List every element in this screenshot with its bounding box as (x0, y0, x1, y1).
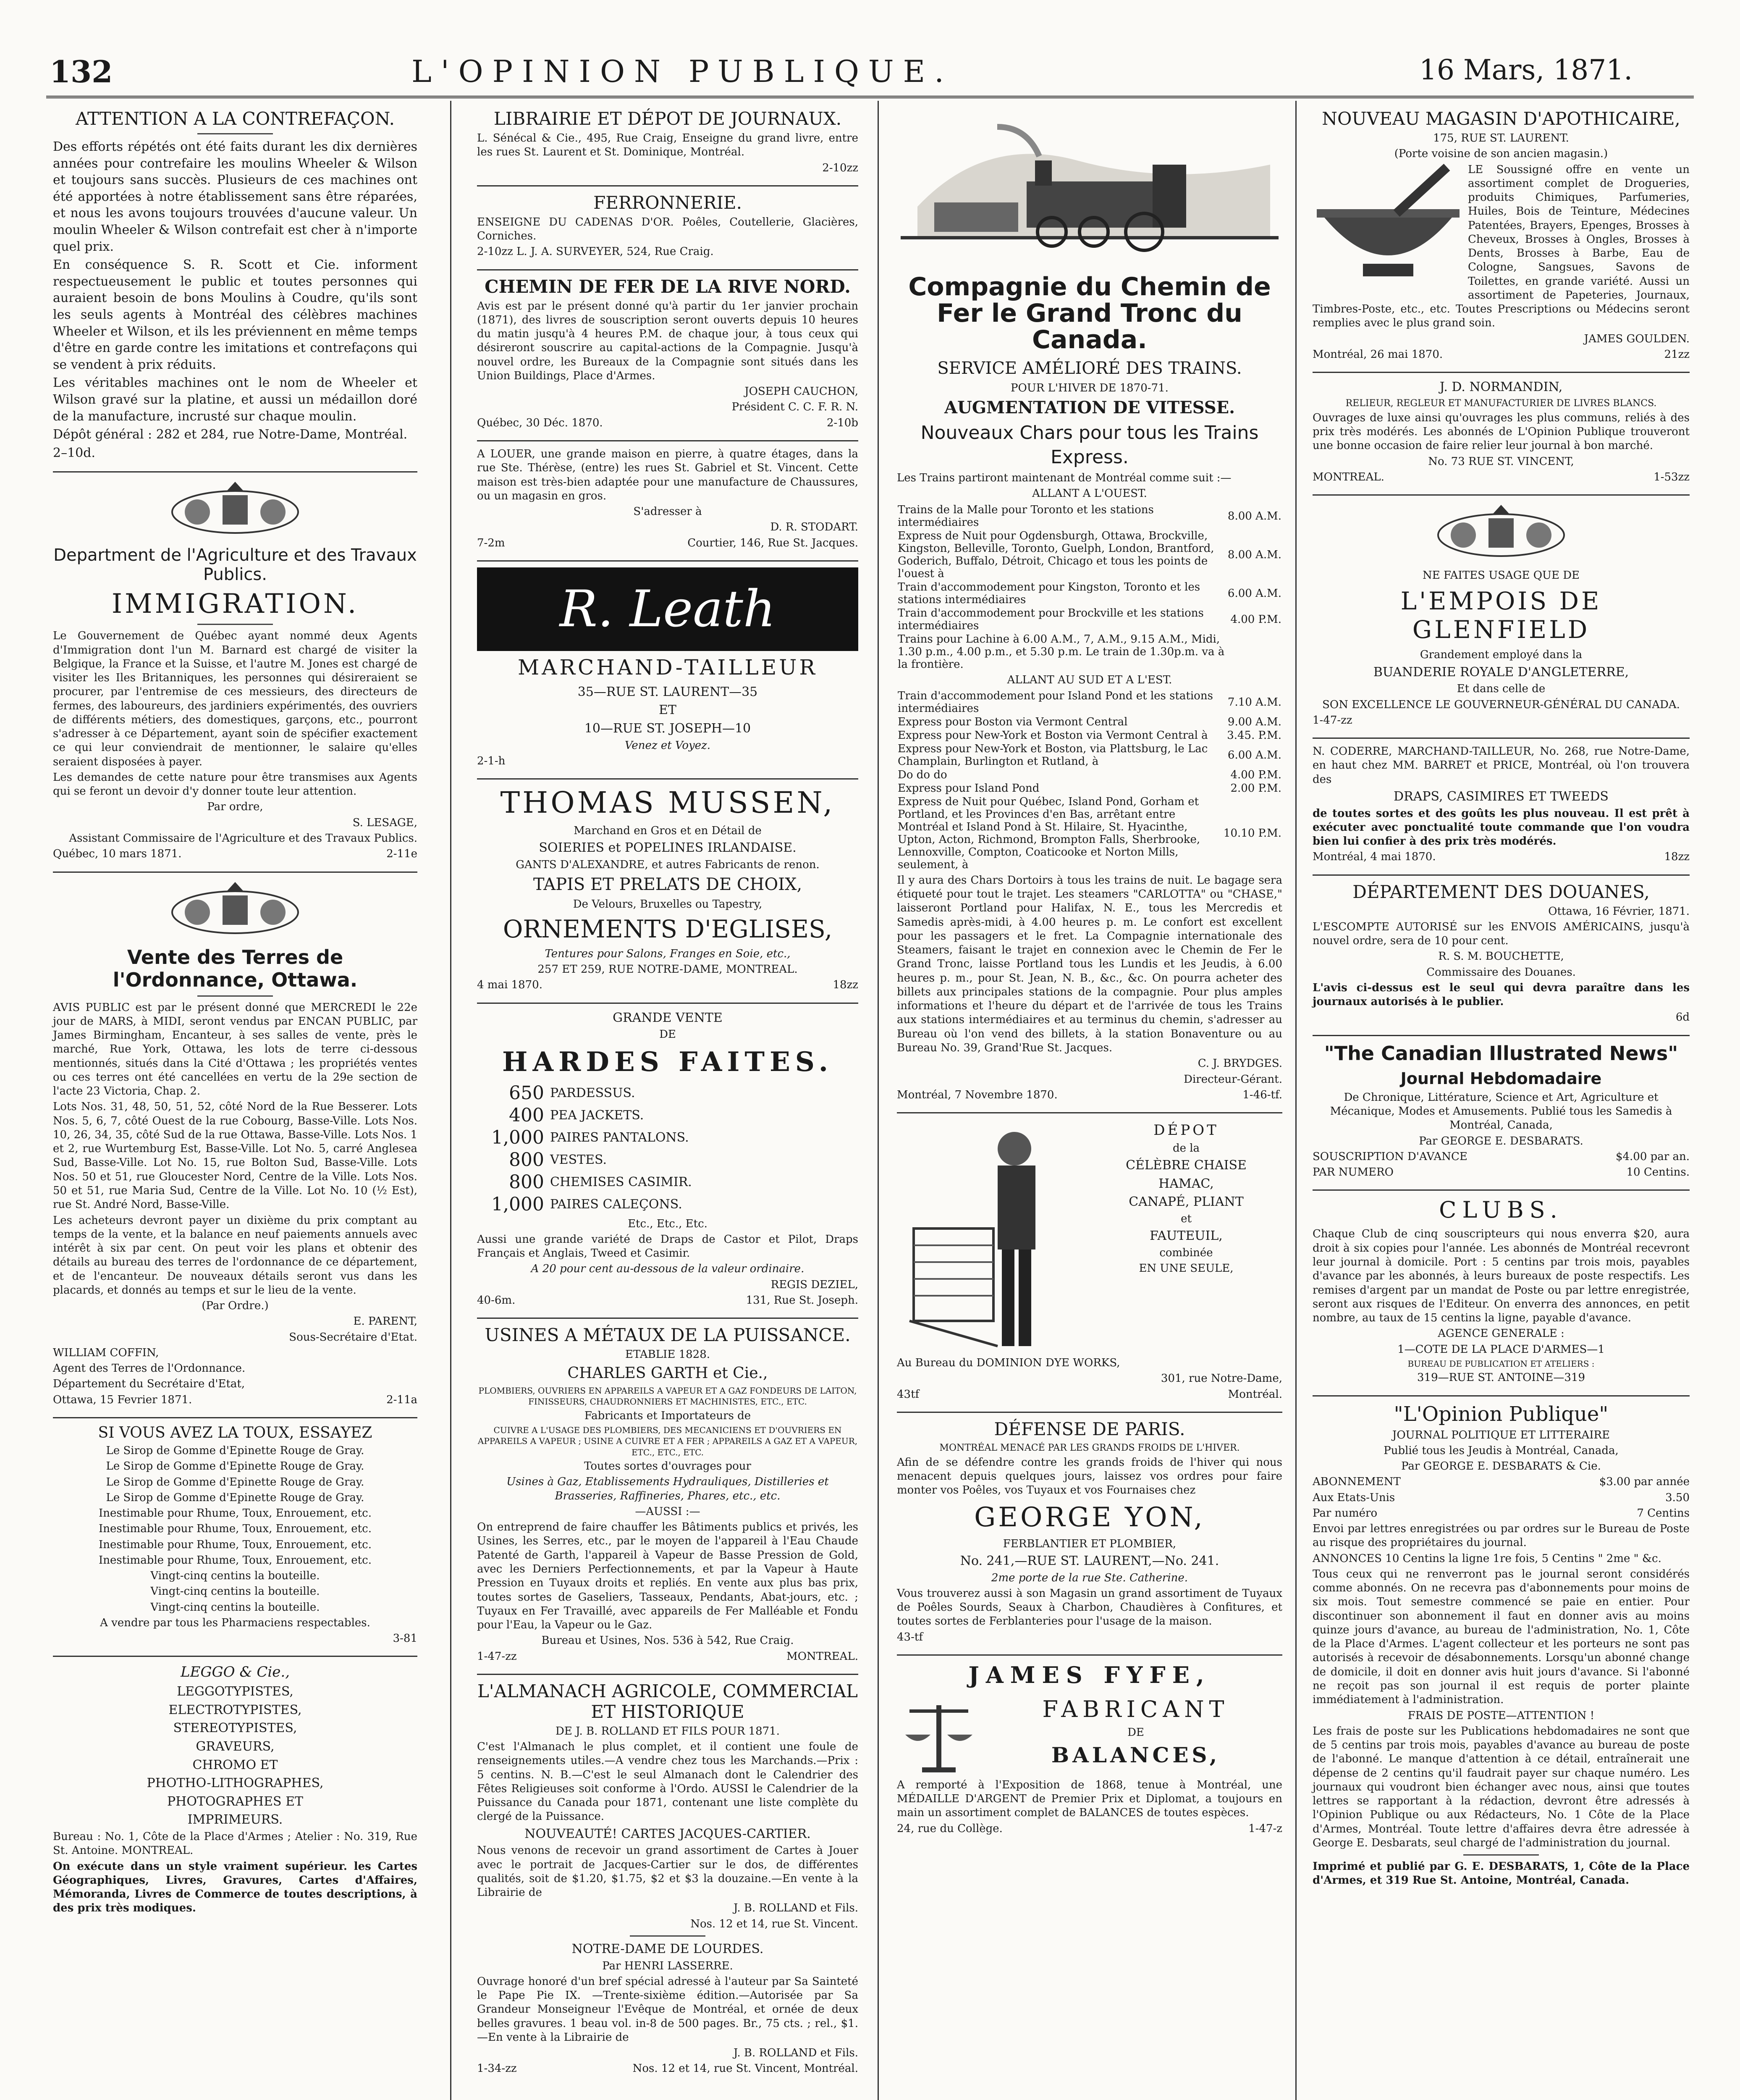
divider (477, 269, 858, 270)
signer-role: Président C. C. F. R. N. (731, 401, 858, 414)
place-date: 4 mai 1870. 18zz (477, 979, 858, 992)
ad-line: Inestimable pour Rhume, Toux, Enrouement, etc. (99, 1507, 372, 1520)
ad-title: HARDES FAITES. (502, 1046, 833, 1078)
signer: J. B. ROLLAND et Fils. (733, 1902, 858, 1915)
ad-line: SON EXCELLENCE LE GOUVERNEUR-GÉNÉRAL DU CANADA. (1322, 698, 1680, 711)
company-name: CHARLES GARTH et Cie., (567, 1365, 768, 1382)
ad-title: Compagnie du Chemin de Fer le Grand Tronc du Canada. (908, 272, 1271, 354)
ad-subtitle: SERVICE AMÉLIORÉ DES TRAINS. (937, 359, 1242, 378)
divider (53, 471, 417, 472)
signer: JOSEPH CAUCHON, (744, 385, 858, 398)
address: 1—COTE DE LA PLACE D'ARMES—1 (1397, 1343, 1605, 1356)
address: Bureau : No. 1, Côte de la Place d'Armes ; Atelier : No. 319, Rue St. Antoine. MONTREAL. (53, 1830, 417, 1857)
paragraph: de toutes sortes et des goûts les plus nouveau. Il est prêt à exécuter avec ponctualité toute commande que l'on voudra bien lui confier à des prix très modérés. (1313, 807, 1690, 848)
table-row: Express de Nuit pour Québec, Island Pond, Gorham et Portland, et les Provinces d'en Bas, arrêtant entre Montréal et Island Pond à St. Hilaire, St. Hyacinthe, Upton, Acton, Richmond, Brompton Falls, Sherbrooke, Lennoxville, Compton, Coaticooke et Norton Mills, seulement, à 10.10 P.M. (898, 795, 1281, 871)
address: Bureau et Usines, Nos. 536 à 542, Rue Craig. (541, 1634, 794, 1647)
ad-subtitle: DRAPS, CASIMIRES ET TWEEDS (1394, 789, 1609, 804)
ad-leggo (53, 1663, 417, 1915)
ad-canadian-illustrated-news (1313, 1042, 1690, 1180)
signer-role: Commissaire des Douanes. (1426, 966, 1576, 979)
paragraph: Les frais de poste sur les Publications hebdomadaires ne sont que de 5 centins par trois mois, payables d'avance au bureau de poste de l'abonné. Le manque d'attention à ce détail, entraînerait une dépense de 2 centins qu'il faudrait payer sur chaque numéro. Les journaux qui voudront bien échanger avec nous, ainsi que toutes lettres se rapportant à la rédaction, devront être adressés à l'Opinion Publique ou aux Rédacteurs, No. 1 Côte de la Place d'Armes, Montréal. Toute lettre d'affaires devra être adressée à George E. Desbarats, seul chargé de l'administration du journal. (1313, 1725, 1690, 1849)
ad-subtitle: MONTRÉAL MENACÉ PAR LES GRANDS FROIDS DE L'HIVER. (939, 1442, 1240, 1453)
divider (897, 1654, 1282, 1656)
ad-title: GEORGE YON, (974, 1502, 1205, 1533)
divider (630, 1935, 705, 1937)
ad-line: CÉLÈBRE CHAISE (1126, 1158, 1247, 1173)
divider (53, 1417, 417, 1418)
paragraph: Les Trains partiront maintenant de Montréal comme suit :— (897, 472, 1232, 485)
royal-arms-emblem (147, 879, 323, 942)
divider (197, 624, 273, 625)
ad-line: Le Sirop de Gomme d'Epinette Rouge de Gray. (106, 1475, 364, 1488)
ad-line: DE J. B. ROLLAND ET FILS POUR 1871. (556, 1725, 780, 1738)
column-3 (890, 106, 1289, 2100)
place-date: Ottawa, 15 Fevrier 1871. 2-11a (53, 1393, 417, 1406)
ad-leath-tailleur (477, 567, 858, 768)
by-order: (Par Ordre.) (202, 1299, 269, 1312)
ad-line: Par GEORGE E. DESBARATS. (1419, 1134, 1583, 1147)
signer: WILLIAM COFFIN, (53, 1346, 159, 1359)
divider (477, 1003, 858, 1004)
ad-line: —AUSSI :— (635, 1505, 700, 1518)
ad-usines-metaux (477, 1325, 858, 1664)
ad-line: GRAVEURS, (196, 1739, 275, 1754)
paragraph: Afin de se défendre contre les grands froids de l'hiver qui nous menacent depuis quelques jours, laissez vos ordres pour faire monter vos Poêles, vos Tuyaux et vos Fournaises chez (897, 1456, 1282, 1497)
section-title: ALLANT AU SUD ET A L'EST. (1007, 673, 1172, 686)
ad-line: LEGGOTYPISTES, (177, 1684, 293, 1699)
place-date: Québec, 10 mars 1871. 2-11e (53, 848, 417, 861)
subscription-line: SOUSCRIPTION D'AVANCE $4.00 par an. (1313, 1150, 1690, 1163)
paragraph: Aussi une grande variété de Draps de Castor et Pilot, Draps Français et Anglais, Tweed et Casimir. (477, 1233, 858, 1260)
ad-line: POUR L'HIVER DE 1870-71. (1011, 381, 1169, 394)
ad-coderre (1313, 745, 1690, 864)
divider (477, 560, 858, 562)
ad-line: Vingt-cinq centins la bouteille. (150, 1601, 320, 1614)
subscription-line: PAR NUMERO 10 Centins. (1313, 1166, 1690, 1179)
ad-line: FABRICANT (1042, 1696, 1229, 1722)
mortar-pestle-icon (1313, 163, 1464, 289)
ad-line: Et dans celle de (1457, 682, 1546, 696)
ad-subtitle: NOTRE-DAME DE LOURDES. (571, 1941, 764, 1956)
ad-footer: 2-10zz L. J. A. SURVEYER, 524, Rue Craig. (477, 245, 714, 258)
table-row: Train d'accommodement pour Kingston, Toronto et les stations intermédiaires 6.00 A.M. (898, 580, 1281, 606)
ad-almanach (477, 1681, 858, 2076)
ad-chaise-hamac (897, 1119, 1282, 1402)
ad-ref: 43-tf (897, 1630, 923, 1643)
ad-thomas-mussen (477, 785, 858, 992)
ad-title: "The Canadian Illustrated News" (1324, 1042, 1678, 1065)
table-row: 1,000 PAIRES PANTALONS. (491, 1126, 689, 1148)
ad-line: Etc., Etc., Etc. (628, 1217, 708, 1230)
place-date: 1-34-zz Nos. 12 et 14, rue St. Vincent, Montréal. (477, 2062, 858, 2075)
place-date: 7-2m Courtier, 146, Rue St. Jacques. (477, 536, 858, 549)
divider (477, 1318, 858, 1319)
ad-james-fyfe (897, 1662, 1282, 1836)
ad-line: PHOTOGRAPHES ET (167, 1794, 303, 1809)
ad-ferronnerie (477, 192, 858, 259)
divider (197, 995, 273, 997)
paragraph: On entreprend de faire chauffer les Bâtiments publics et privés, les Usines, les Serres, etc., par le moyen de l'appareil à l'Eau Chaude Patenté de Garth, l'appareil à Vapeur de Basse Pression de Gold, avec les Derniers Perfectionnements, et par la Vapeur à Haute Pression en Tuyaux droits et repliés. En vente aux plus bas prix, toutes sortes de Gaseliers, Tasseaux, Pendants, Abat-jours, etc. ; Tuyaux en Fer Travaillé, avec appareils de Fer Malléable et Fondu pour l'Eau, la Vapeur ou le Gaz. (477, 1521, 858, 1632)
paragraph: A remporté à l'Exposition de 1868, tenue à Montréal, une MÉDAILLE D'ARGENT de Premier Prix et Diplomat, a toujours en main un assortiment complet de BALANCES de toutes espèces. (897, 1778, 1282, 1819)
table-row: Express pour Island Pond 2.00 P.M. (898, 782, 1281, 795)
ad-normandin (1313, 379, 1690, 484)
ad-subtitle: NOUVEAUTÉ! CARTES JACQUES-CARTIER. (524, 1826, 811, 1841)
ad-ref: 1-47-zz (1313, 714, 1352, 727)
ad-line: Vingt-cinq centins la bouteille. (150, 1585, 320, 1598)
ad-line: CHROMO ET (192, 1757, 278, 1772)
table-row: Trains de la Malle pour Toronto et les stations intermédiaires 8.00 A.M. (898, 503, 1281, 529)
column-2 (470, 106, 865, 2100)
ad-title: USINES A MÉTAUX DE LA PUISSANCE. (485, 1325, 851, 1346)
address: No. 73 RUE ST. VINCENT, (1428, 455, 1574, 468)
ad-line: IMPRIMEURS. (187, 1812, 283, 1827)
signature-banner: R. Leath (477, 567, 858, 651)
dept-line: Département du Secrétaire d'Etat, (53, 1378, 245, 1391)
ad-line: STEREOTYPISTES, (173, 1721, 297, 1736)
place-date: 43tf Montréal. (897, 1388, 1282, 1401)
section-title: ALLANT A L'OUEST. (1032, 487, 1147, 500)
timetable-south (897, 689, 1282, 872)
place-date: 24, rue du Collège. 1-47-z (897, 1822, 1282, 1835)
divider (53, 1656, 417, 1657)
place-date: Montréal, 7 Novembre 1870. 1-46-tf. (897, 1088, 1282, 1101)
ad-line: Le Sirop de Gomme d'Epinette Rouge de Gray. (106, 1460, 364, 1473)
ad-line: BUANDERIE ROYALE D'ANGLETERRE, (1373, 664, 1629, 680)
place-date: 1-47-zz MONTREAL. (477, 1650, 858, 1663)
ad-librairie (477, 108, 858, 175)
paragraph: Ouvrages de luxe ainsi qu'ouvrages les plus communs, reliés à des prix très modérés. Les abonnés de L'Opinion Publique trouveront une bonne occasion de faire relier leur journal à bon marché. (1313, 411, 1690, 452)
paragraph: Envoi par lettres enregistrées ou par ordres sur le Bureau de Poste au risque des propriétaires du journal. (1313, 1522, 1690, 1549)
ad-line: Par GEORGE E. DESBARATS & Cie. (1401, 1460, 1601, 1473)
masthead-title: L'OPINION PUBLIQUE. (411, 54, 954, 89)
table-row: Express pour New-York et Boston via Vermont Central à 3.45. P.M. (898, 729, 1281, 742)
ad-line: EN UNE SEULE, (1139, 1262, 1234, 1275)
goods-table (477, 1082, 858, 1215)
divider (897, 1412, 1282, 1413)
paragraph: Chaque Club de cinq souscripteurs qui nous enverra $20, aura droit à six copies pour l'année. Les abonnés de Montréal recevront leur journal à domicile. Port : 5 centins par trois mois, payables d'avance par les abonnés, à leurs bureaux de poste respectifs. Les remises d'argent par un mandat de Poste ou par lettre enregistrée, seront aux risques de l'Editeur. On enverra des annonces, en petit nombre, au taux de 15 centins la ligne, payable d'avance. (1313, 1228, 1690, 1325)
ad-line: Publié tous les Jeudis à Montréal, Canada, (1384, 1444, 1619, 1457)
signer-role: Assistant Commissaire de l'Agriculture et des Travaux Publics. (69, 832, 417, 845)
address: 35—RUE ST. LAURENT—35 (577, 684, 758, 699)
paragraph: C'est l'Almanach le plus complet, et il contient une foule de renseignements utiles.—A vendre chez tous les Marchands.—Prix : 5 centins. N. B.—C'est le seul Almanach dont le Calendrier des Fêtes Religieuses soit conforme à l'Ordo. AUSSI le Calendrier de la Puissance du Canada pour 1871, contenant une liste complète du clergé de la Puissance. (477, 1740, 858, 1823)
ad-title: NOUVEAU MAGASIN D'APOTHICAIRE, (1322, 108, 1680, 129)
divider (1313, 1395, 1690, 1396)
divider (477, 185, 858, 186)
ad-line: DE (1127, 1726, 1144, 1739)
ad-defense-paris (897, 1419, 1282, 1644)
ad-subtitle: JOURNAL POLITIQUE ET LITTERAIRE (1392, 1428, 1610, 1441)
paragraph: Les acheteurs devront payer un dixième du prix comptant au temps de la vente, et la balance en neuf paiements annuels avec intérêt à six par cent. On peut voir les plans et obtenir des détails au bureau des terres de l'ordonnance de ce département, et de l'encanteur. De nouveaux détails seront vus dans les placards, et donnés au temps et sur le lieu de la vente. (53, 1214, 417, 1297)
divider (897, 1112, 1282, 1113)
ad-opinion-publique (1313, 1402, 1690, 1888)
ad-line: Inestimable pour Rhume, Toux, Enrouement, etc. (99, 1554, 372, 1567)
ad-line: HAMAC, (1158, 1176, 1214, 1191)
ad-line: de la (1172, 1142, 1200, 1155)
ad-line: GANTS D'ALEXANDRE, et autres Fabricants de renon. (516, 858, 820, 872)
table-row: 400 PEA JACKETS. (509, 1104, 644, 1126)
ad-line: combinée (1159, 1246, 1213, 1259)
ad-title: THOMAS MUSSEN, (500, 785, 835, 820)
ad-line: RELIEUR, REGLEUR ET MANUFACTURIER DE LIVRES BLANCS. (1345, 398, 1657, 409)
column-4 (1306, 106, 1696, 2100)
table-row: 800 VESTES. (509, 1149, 607, 1171)
divider (1313, 1189, 1690, 1191)
place-date: 40-6m. 131, Rue St. Joseph. (477, 1294, 858, 1307)
ad-line: BUREAU DE PUBLICATION ET ATELIERS : (1407, 1358, 1595, 1369)
rate-line: ABONNEMENT $3.00 par année (1313, 1475, 1690, 1488)
signer-role: Directeur-Gérant. (1184, 1073, 1282, 1086)
ad-title: CLUBS. (1439, 1197, 1563, 1223)
ad-note: 2me porte de la rue Ste. Catherine. (991, 1571, 1188, 1584)
signer: D. R. STODART. (770, 521, 858, 534)
ad-subtitle: Nouveaux Chars pour tous les Trains Express. (920, 422, 1259, 468)
paragraph: AVIS PUBLIC est par le présent donné que MERCREDI le 22e jour de MARS, à MIDI, seront vendus par ENCAN PUBLIC, par James Birmingham, Encanteur, à ses salles de vente, près le marché, Rue York, Ottawa, les lots de terre ci-dessous mentionnés, situés dans la Cité d'Ottawa ; les propriétés ventes ou ces terres ont été cancellées en vertu de la 29e section de l'acte 23 Victoria, Chap. 2. (53, 1001, 417, 1098)
divider (1313, 874, 1690, 876)
paragraph: Des efforts répétés ont été faits durant les dix dernières années pour contrefaire les moulins Wheeler & Wilson et toujours sans succès. Plusieurs de ces machines ont été apportées à notre établissement sans être réparées, et nous les avons toujours trouvées d'aucune valeur. Un moulin Wheeler & Wilson contrefait est cher à n'importe quel prix. (53, 139, 417, 254)
ad-line: FERBLANTIER ET PLOMBIER, (1003, 1537, 1177, 1550)
ad-subtitle: AUGMENTATION DE VITESSE. (944, 398, 1235, 418)
ad-title: ATTENTION A LA CONTREFAÇON. (75, 108, 395, 129)
divider (1313, 372, 1690, 373)
paragraph: Nous venons de recevoir un grand assortiment de Cartes à Jouer avec le portrait de Jacques-Cartier sur le dos, de différentes qualités, soit de $1.20, $1.75, $2 et $3 la douzaine.—En vente à la Librairie de (477, 1844, 858, 1899)
address: Au Bureau du DOMINION DYE WORKS, (897, 1357, 1120, 1370)
table-row: Trains pour Lachine à 6.00 A.M., 7, A.M., 9.15 A.M., Midi, 1.30 p.m., 4.00 p.m., et 5.30 p.m. Le train de 1.30p.m. va à la frontière. (898, 633, 1225, 671)
ad-title: L'EMPOIS DE GLENFIELD (1400, 587, 1602, 644)
address: 301, rue Notre-Dame, (1161, 1372, 1282, 1385)
ad-line: ELECTROTYPISTES, (168, 1702, 302, 1717)
ad-line: Le Sirop de Gomme d'Epinette Rouge de Gray. (106, 1444, 364, 1457)
ad-pretitle: GRANDE VENTE (613, 1010, 723, 1025)
column-divider (450, 101, 451, 2100)
ad-title: CHEMIN DE FER DE LA RIVE NORD. (485, 276, 851, 297)
ad-title: JAMES FYFE, (968, 1661, 1211, 1688)
table-row: Express de Nuit pour Ogdensburgh, Ottawa, Brockville, Kingston, Belleville, Toronto, Guelph, London, Brantford, Goderich, Buffalo, Détroit, Chicago et tous les points de l'ouest à 8.00 A.M. (898, 529, 1281, 580)
divider (477, 778, 858, 780)
paragraph: En conséquence S. R. Scott et Cie. informent respectueusement le public et toutes personnes qui auraient besoin de bons Moulins à Coudre, qu'ils sont les seuls agents à Montréal des célèbres machines Wheeler et Wilson, et ils les préviennent en même temps d'être en garde contre les imitations et contrefaçons qui se vendent à prix réduits. (53, 257, 417, 372)
divider (53, 872, 417, 873)
paragraph: L. Sénécal & Cie., 495, Rue Craig, Enseigne du grand livre, entre les rues St. Laurent et St. Dominique, Montréal. (477, 132, 858, 159)
page-number: 132 (50, 54, 113, 89)
ad-immigration (53, 478, 417, 861)
ad-title: DÉFENSE DE PARIS. (994, 1418, 1185, 1439)
table-row: 650 PARDESSUS. (509, 1082, 635, 1104)
ad-line: SOIERIES et POPELINES IRLANDAISE. (539, 840, 797, 856)
signer: S. LESAGE, (352, 816, 417, 829)
table-row: Train d'accommodement pour Island Pond et les stations intermédiaires 7.10 A.M. (898, 689, 1281, 715)
divider (1463, 1854, 1539, 1856)
address: 257 ET 259, RUE NOTRE-DAME, MONTREAL. (537, 963, 798, 976)
royal-arms-emblem (1413, 501, 1589, 564)
ad-note: (Porte voisine de son ancien magasin.) (1394, 147, 1608, 160)
issue-date: 16 Mars, 1871. (1419, 54, 1633, 86)
paragraph: Il y aura des Chars Dortoirs à tous les trains de nuit. Le bagage sera étiqueté pour tout le trajet. Les steamers "CARLOTTA" ou "CHASE," laisseront Portland pour Halifax, N. E., tous les Mercredis et Samedis après-midi, à 4.00 heures p. m. Le confort est excellent pour les passagers et le fret. La Compagnie internationale des Steamers, faisant le trajet en connexion avec le Chemin de Fer le Grand Tronc, laisse Portland tous les Lundis et les Jeudis, à 6.00 heures p. m., pour St. Jean, N. B., &c., &c. On pourra acheter des billets aux principales stations de la compagnie. Pour plus amples informations et l'heure du départ et de l'arrivée de tous les Trains aux stations intermédiaires et au terminus du chemin, s'adresser au Bureau où l'on vend des billets, à la station Bonaventure ou au Bureau No. 39, Grand'Rue St. Jacques. (897, 874, 1282, 1054)
table-row: 1,000 PAIRES CALEÇONS. (491, 1193, 682, 1215)
ad-line: DÉPOT (1153, 1122, 1219, 1139)
paragraph: Tous ceux qui ne renverront pas le journal seront considérés comme abonnés. On ne recevra pas d'abonnements pour moins de six mois. Tout semestre commencé se paie en entier. Pour discontinuer son abonnement il faut en donner avis au moins quinze jours d'avance, au bureau de l'administration, No. 1, Côte de la Place d'Armes. L'agent collecteur et les porteurs ne sont pas autorisés à recevoir de désabonnements. Lorsqu'un abonné change de domicile, il doit en donner avis huit jours d'avance. Si l'abonné ne reçoit pas son journal il est requis de porter plainte immédiatement à l'administration. (1313, 1567, 1690, 1706)
ad-line: CANAPÉ, PLIANT (1129, 1194, 1244, 1210)
ad-line: CUIVRE A L'USAGE DES PLOMBIERS, DES MECANICIENS ET D'OUVRIERS EN APPAREILS A VAPEUR ; USINE A CUIVRE ET A FER ; APPAREILS A GAZ ET A VAPEUR, ETC., ETC., ETC. (477, 1425, 858, 1457)
masthead-rule (46, 96, 1694, 98)
ad-line: ET (659, 703, 676, 718)
ad-chemin-rive-nord (477, 276, 858, 430)
by-order: Par ordre, (207, 801, 263, 814)
divider (1313, 738, 1690, 739)
paragraph: Le Gouvernement de Québec ayant nommé deux Agents d'Immigration dont l'un M. Barnard est chargé de visiter la Belgique, la France et la Suisse, et l'autre M. Jones est chargé de visiter les Iles Britanniques, les personnes qui désireraient se procurer, par l'entremise de ces messieurs, des directeurs de fermes, des laboureurs, des jardiniers expérimentés, des ouvriers de différents métiers, des domestiques, garçons, etc., pourront s'adresser à ce Département, ayant soin de spécifier exactement ce qui leur conviendrait de mentionner, le salaire qu'elles seraient disposées à payer. (53, 630, 417, 768)
place-date: Montréal, 4 mai 1870. 18zz (1313, 850, 1690, 864)
rate-line: Aux Etats-Unis 3.50 (1313, 1491, 1690, 1504)
ad-line: PHOTHO-LITHOGRAPHES, (147, 1776, 324, 1791)
signer: R. S. M. BOUCHETTE, (1438, 950, 1564, 963)
ad-line: Inestimable pour Rhume, Toux, Enrouement, etc. (99, 1522, 372, 1536)
dept-heading: Department de l'Agriculture et des Travaux Publics. (53, 546, 417, 585)
ad-title: SI VOUS AVEZ LA TOUX, ESSAYEZ (98, 1424, 372, 1441)
signer-role: Agent des Terres de l'Ordonnance. (53, 1362, 246, 1375)
ad-footer: A vendre par tous les Pharmaciens respectables. (100, 1616, 370, 1629)
ad-title: MARCHAND-TAILLEUR (518, 655, 818, 680)
ad-vente-terres (53, 879, 417, 1407)
paragraph: Les véritables machines ont le nom de Wheeler et Wilson gravé sur la platine, et aussi un médaillon doré de la manufacture, incrusté sur chaque moulin. (53, 375, 417, 424)
ad-subtitle: FRAIS DE POSTE—ATTENTION ! (1407, 1709, 1595, 1722)
signer-role: Sous-Secrétaire d'Etat. (289, 1331, 417, 1344)
paragraph: ENSEIGNE DU CADENAS D'OR. Poêles, Coutellerie, Glacières, Corniches. (477, 215, 858, 243)
table-row: Express pour Boston via Vermont Central 9.00 A.M. (898, 715, 1281, 728)
paragraph: Dépôt général : 282 et 284, rue Notre-Dame, Montréal. (53, 427, 408, 442)
table-row: Do do do 4.00 P.M. (898, 768, 1281, 781)
ad-title: LIBRAIRIE ET DÉPOT DE JOURNAUX. (493, 108, 842, 129)
paragraph: On exécute dans un style vraiment supérieur. les Cartes Géographiques, Livres, Gravures, Cartes d'Affaires, Mémoranda, Livres de Commerce de toutes descriptions, à des prix très modiques. (53, 1860, 417, 1915)
ad-ref: 2-1-h (477, 754, 506, 767)
column-divider (1295, 101, 1297, 2100)
ad-line: S'adresser à (633, 505, 702, 518)
royal-arms-emblem (147, 478, 323, 541)
column-divider (878, 101, 879, 2100)
divider (197, 133, 273, 134)
divider (477, 1674, 858, 1675)
place-date: MONTREAL. 1-53zz (1313, 470, 1690, 483)
ad-line: DE (659, 1028, 676, 1041)
ad-contrefacon (53, 108, 417, 461)
divider (1313, 494, 1690, 496)
signer: E. PARENT, (353, 1315, 417, 1328)
ad-line: BALANCES, (1051, 1743, 1221, 1768)
signer: JAMES GOULDEN. (1584, 332, 1690, 345)
ad-line: Fabricants et Importateurs de (584, 1409, 751, 1422)
ad-title: L'ALMANACH AGRICOLE, COMMERCIAL ET HISTORIQUE (477, 1680, 858, 1722)
table-row: 800 CHEMISES CASIMIR. (509, 1171, 692, 1193)
address: Nos. 12 et 14, rue St. Vincent. (690, 1917, 858, 1930)
ad-title: J. D. NORMANDIN, (1439, 380, 1563, 395)
paragraph: N. CODERRE, MARCHAND-TAILLEUR, No. 268, rue Notre-Dame, en haut chez MM. BARRET et PRICE, Montréal, où l'on trouvera des (1313, 745, 1690, 786)
imprint: Imprimé et publié par G. E. DESBARATS, 1, Côte de la Place d'Armes, et 319 Rue St. Antoine, Montréal, Canada. (1313, 1860, 1690, 1887)
ad-ref: 3-81 (393, 1632, 417, 1645)
ad-line: FAUTEUIL, (1150, 1228, 1223, 1244)
timetable-west (897, 503, 1282, 672)
rate-line: ANNONCES 10 Centins la ligne 1re fois, 5 Centins " 2me " &c. (1313, 1552, 1661, 1565)
ad-hardes-faites (477, 1010, 858, 1307)
ad-sirop-gray (53, 1424, 417, 1646)
ad-line: Vingt-cinq centins la bouteille. (150, 1570, 320, 1583)
balance-scale-icon (897, 1693, 981, 1777)
column-1 (46, 106, 424, 2100)
paragraph: Les demandes de cette nature pour être transmises aux Agents qui se feront un devoir d'y donner toute leur attention. (53, 771, 417, 798)
paragraph: A LOUER, une grande maison en pierre, à quatre étages, dans la rue Ste. Thérèse, (entre) les rues St. Gabriel et St. Vincent. Cette maison est très-bien adaptée pour une manufacture de Chaussures, ou un magasin en gros. (477, 447, 858, 502)
address: No. 241,—RUE ST. LAURENT,—No. 241. (960, 1553, 1219, 1568)
ad-line: Usines à Gaz, Etablissements Hydrauliques, Distilleries et Brasseries, Raffineries, Phares, etc., etc. (506, 1475, 829, 1502)
divider (477, 440, 858, 441)
ad-note: A 20 pour cent au-dessous de la valeur ordinaire. (531, 1263, 804, 1276)
paragraph: Avis est par le présent donné qu'à partir du 1er janvier prochain (1871), des livres de souscription seront ouverts depuis 10 heures du matin jusqu'à 4 heures P.M. de chaque jour, à tous ceux qui désireront souscrire au capital-actions de la Compagnie. Jusqu'à nouvel ordre, les Bureaux de la Compagnie sont situés dans les Union Buildings, Place d'Armes. (477, 299, 858, 382)
ad-douanes (1313, 882, 1690, 1025)
ad-line: PLOMBIERS, OUVRIERS EN APPAREILS A VAPEUR ET A GAZ FONDEURS DE LAITON, FINISSEURS, CHAUDRONNIERS ET MACHINISTES, ETC., ETC. (478, 1385, 857, 1407)
man-with-chair-illustration (897, 1119, 1082, 1354)
paragraph: L'ESCOMPTE AUTORISÉ sur les ENVOIS AMÉRICAINS, jusqu'à nouvel ordre, sera de 10 pour cent. (1313, 920, 1690, 948)
rate-line: Par numéro 7 Centins (1313, 1507, 1690, 1520)
divider (1313, 1035, 1690, 1036)
slogan: Venez et Voyez. (624, 739, 711, 752)
ad-line: Tentures pour Salons, Franges en Soie, etc., (545, 947, 791, 960)
table-row: Express pour New-York et Boston, via Plattsburg, le Lac Champlain, Burlington et Rutland, à 6.00 A.M. (898, 742, 1281, 768)
ad-line: Le Sirop de Gomme d'Epinette Rouge de Gray. (106, 1491, 364, 1504)
ad-apothicaire (1313, 108, 1690, 362)
signer: C. J. BRYDGES. (1198, 1057, 1282, 1070)
ad-title: LEGGO & Cie., (180, 1664, 290, 1681)
ad-pretitle: NE FAITES USAGE QUE DE (1422, 569, 1580, 582)
ad-title: DÉPARTEMENT DES DOUANES, (1352, 881, 1650, 902)
ad-ref: 6d (1675, 1011, 1690, 1024)
paragraph: LE Soussigné offre en vente un assortiment complet de Drogueries, produits Chimiques, Parfumeries, Huiles, Bois de Teinture, Médecines Patentées, Brayers, Epenges, Brosses à Cheveux, Brosses à Ongles, Brosses à Dents, Brosses à Barbe, Eau de Cologne, Sangsues, Savons de Toilettes, en grande variété. Aussi un assortiment de Papeteries, Journaux, Timbres-Poste, etc., etc. Toutes Prescriptions ou Médecins seront remplies avec le plus grand soin. (1313, 163, 1690, 330)
place-date: Québec, 30 Déc. 1870. 2-10b (477, 416, 858, 429)
ad-line: AGENCE GENERALE : (1438, 1327, 1564, 1340)
ad-ref: 2–10d. (53, 445, 96, 460)
signer: REGIS DEZIEL, (770, 1278, 858, 1291)
ad-line: Toutes sortes d'ouvrages pour (584, 1460, 751, 1473)
address: 10—RUE ST. JOSEPH—10 (584, 721, 751, 736)
ad-note: L'avis ci-dessus est le seul qui devra paraître dans les journaux autorisés à le publier. (1313, 981, 1690, 1008)
ad-clubs (1313, 1197, 1690, 1385)
ad-line: Grandement employé dans la (1420, 648, 1583, 662)
ad-grand-tronc (897, 110, 1282, 1102)
ad-title: "L'Opinion Publique" (1394, 1402, 1609, 1426)
ad-line: Marchand en Gros et en Détail de (574, 824, 762, 837)
ad-line: Par HENRI LASSERRE. (602, 1959, 733, 1972)
table-row: Train d'accommodement pour Brockville et les stations intermédiaires 4.00 P.M. (898, 606, 1281, 632)
ad-line: Inestimable pour Rhume, Toux, Enrouement, etc. (99, 1538, 372, 1551)
ad-line: De Velours, Bruxelles ou Tapestry, (573, 898, 763, 911)
ad-subtitle: Journal Hebdomadaire (1400, 1069, 1602, 1088)
ad-line: et (1181, 1212, 1192, 1225)
place-date: Montréal, 26 mai 1870. 21zz (1313, 348, 1690, 361)
ad-glenfield (1313, 501, 1690, 727)
ad-line: ETABLIE 1828. (625, 1348, 710, 1361)
lot-list: Lots Nos. 31, 48, 50, 51, 52, côté Nord de la Rue Besserer. Lots Nos. 5, 6, 7, côté Ouest de la rue Cobourg, Basse-Ville. Lots Nos. 10, 26, 34, 35, côté Sud de la rue Ottawa, Basse-Ville. Lots Nos. 1 et 2, rue Wurtemburg Est, Basse-Ville. Lot No. 5, carré Anglesea Sud, Basse-Ville. Lot No. 15, rue Bolton Sud, Basse-Ville. Lots Nos. 50 et 51, rue Gloucester Nord, Centre de la Ville. Lots Nos. 50 et 51, rue Maria Sud, Centre de la Ville. Lot No. 10 (½ Est), rue St. André Nord, Basse-Ville. (53, 1100, 417, 1211)
ad-line: ORNEMENTS D'EGLISES, (503, 915, 833, 944)
address: 175, RUE ST. LAURENT. (1433, 132, 1569, 144)
ad-title: FERRONNERIE. (593, 192, 742, 213)
place-date: Ottawa, 16 Février, 1871. (1548, 905, 1690, 918)
paragraph: De Chronique, Littérature, Science et Art, Agriculture et Mécanique, Modes et Amusements. Publié tous les Samedis à Montréal, Canada, (1330, 1091, 1672, 1132)
paragraph: Ouvrage honoré d'un bref spécial adressé à l'auteur par Sa Sainteté le Pape Pie IX. —Trente-sixième édition.—Autorisée par Sa Grandeur Monseigneur l'Evêque de Montréal, et ornée de deux belles gravures. 1 beau vol. in-8 de 500 pages. Br., 75 cts. ; rel., $1.—En vente à la Librairie de (477, 1975, 858, 2044)
paragraph: Vous trouverez aussi à son Magasin un grand assortiment de Tuyaux de Poêles Sourds, Seaux à Charbon, Chaudières à Confitures, et toutes sortes de Ferblanteries pour l'usage de la maison. (897, 1587, 1282, 1628)
signer: J. B. ROLLAND et Fils. (733, 2047, 858, 2060)
locomotive-illustration (901, 110, 1279, 270)
ad-a-louer (477, 447, 858, 550)
ad-line: TAPIS ET PRELATS DE CHOIX, (533, 875, 802, 895)
ad-ref: 2-10zz (822, 161, 858, 174)
ad-title: IMMIGRATION. (111, 588, 359, 620)
address: 319—RUE ST. ANTOINE—319 (1417, 1371, 1585, 1384)
ad-title: Vente des Terres de l'Ordonnance, Ottawa. (113, 945, 358, 991)
